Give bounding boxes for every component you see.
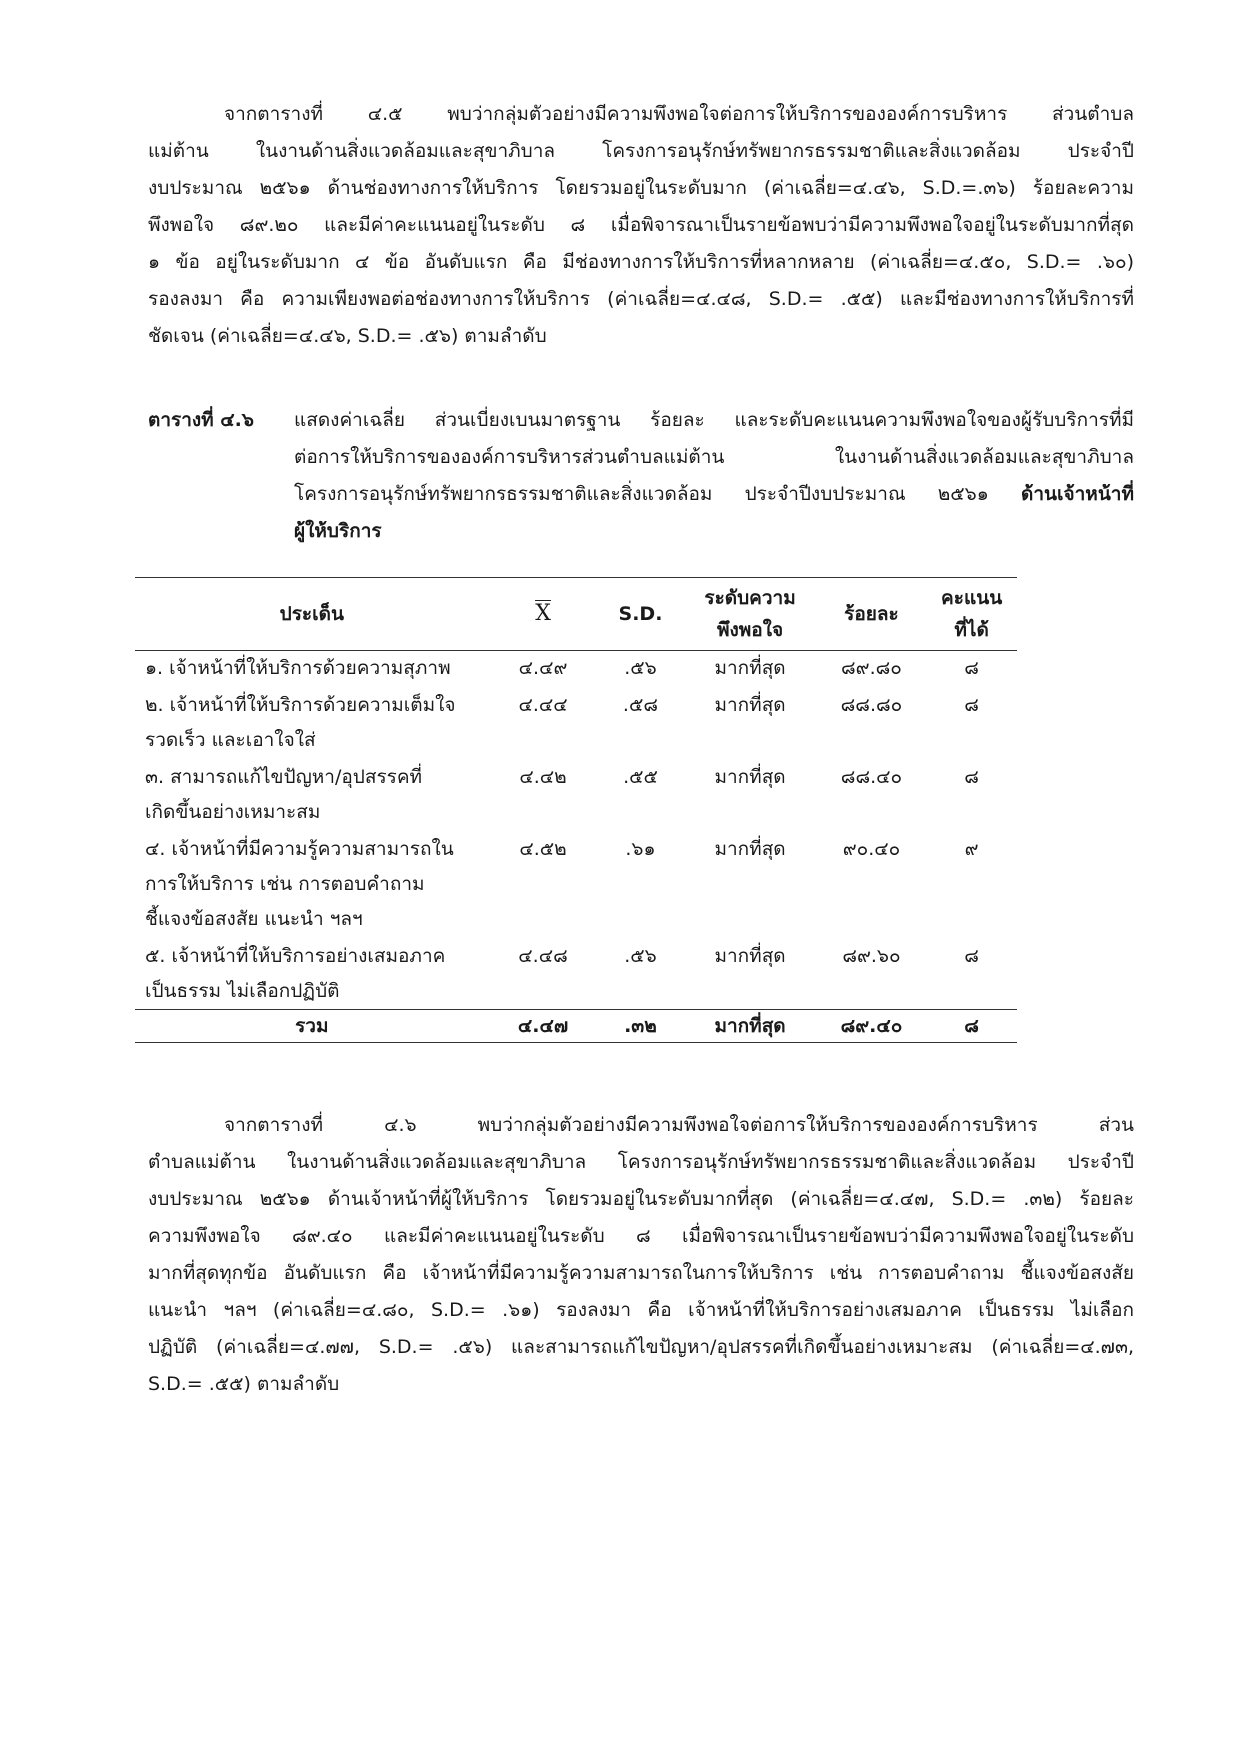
table-caption (148, 402, 1134, 550)
header-percent: ร้อยละ (844, 603, 899, 625)
total-sd: .๓๒ (624, 1015, 657, 1037)
table-row (135, 758, 1017, 830)
total-mean: ๔.๔๗ (517, 1015, 569, 1037)
header-mean (489, 578, 598, 651)
table-row (135, 651, 1017, 687)
header-score (926, 578, 1017, 651)
caption-bold-line: ผู้ให้บริการ (294, 520, 382, 542)
paragraph-line: พึงพอใจ ๘๙.๒๐ และมีค่าคะแนนอยู่ในระดับ ๘ เมื่อพิจารณาเป็นรายข้อพบว่ามีความพึงพอใจอยู่ในระดับมากที่สุด (148, 214, 1134, 236)
row-issue (135, 937, 489, 1010)
caption-line: ต่อการให้บริการขององค์การบริหารส่วนตำบลแม่ต้าน ในงานด้านสิ่งแวดล้อมและสุขาภิบาล (294, 446, 1134, 468)
header-score-line1: คะแนน (941, 587, 1003, 609)
paragraph-line: ความพึงพอใจ ๘๙.๔๐ และมีค่าคะแนนอยู่ในระดับ ๘ เมื่อพิจารณาเป็นรายข้อพบว่ามีความพึงพอใจอยู่ในระดับ (148, 1225, 1134, 1247)
header-sd: S.D. (618, 603, 663, 625)
total-score: ๘ (964, 1015, 979, 1037)
paragraph-line: มากที่สุดทุกข้อ อันดับแรก คือ เจ้าหน้าที่มีความรู้ความสามารถในการให้บริการ เช่น การตอบคำถาม ชี้แจงข้อสงสัย (148, 1262, 1134, 1284)
row-percent: ๙๐.๔๐ (842, 838, 901, 860)
row-issue (135, 830, 489, 937)
row-issue (135, 651, 489, 687)
row-sd: .๕๘ (622, 694, 658, 716)
row-score: ๘ (964, 766, 979, 788)
paragraph-line: รองลงมา คือ ความเพียงพอต่อช่องทางการให้บริการ (ค่าเฉลี่ย=๔.๔๘, S.D.= .๕๕) และมีช่องทางการให้บริการที่ (148, 288, 1134, 310)
table-row (135, 830, 1017, 937)
total-percent: ๘๙.๔๐ (840, 1015, 903, 1037)
row-score: ๘ (964, 694, 979, 716)
paragraph-line: จากตารางที่ ๔.๖ พบว่ากลุ่มตัวอย่างมีความพึงพอใจต่อการให้บริการขององค์การบริหาร ส่วน (224, 1114, 1134, 1136)
paragraph-summary (148, 1107, 1134, 1403)
paragraph-line: ตำบลแม่ต้าน ในงานด้านสิ่งแวดล้อมและสุขาภิบาล โครงการอนุรักษ์ทรัพยากรธรรมชาติและสิ่งแวดล้อม ประจำปี (148, 1151, 1134, 1173)
row-percent: ๘๘.๔๐ (840, 766, 903, 788)
row-level: มากที่สุด (714, 657, 786, 679)
header-issue: ประเด็น (279, 603, 344, 625)
paragraph-line: งบประมาณ ๒๕๖๑ ด้านช่องทางการให้บริการ โดยรวมอยู่ในระดับมาก (ค่าเฉลี่ย=๔.๔๖, S.D.=.๓๖) ร้อยละความ (148, 177, 1134, 199)
row-mean: ๔.๔๘ (518, 945, 568, 967)
row-issue-line: ๔. เจ้าหน้าที่มีความรู้ความสามารถใน (145, 838, 454, 860)
row-issue-line: ชี้แจงข้อสงสัย แนะนำ ฯลฯ (145, 908, 363, 930)
row-score: ๙ (964, 838, 979, 860)
row-sd: .๕๕ (623, 766, 658, 788)
paragraph-intro (148, 96, 1134, 355)
paragraph-line: งบประมาณ ๒๕๖๑ ด้านเจ้าหน้าที่ผู้ให้บริการ โดยรวมอยู่ในระดับมากที่สุด (ค่าเฉลี่ย=๔.๔๗, S.D.= .๓๒) ร้อยละ (148, 1188, 1134, 1210)
paragraph-line: ๑ ข้อ อยู่ในระดับมาก ๔ ข้อ อันดับแรก คือ มีช่องทางการให้บริการที่หลากหลาย (ค่าเฉลี่ย=๔.๕๐, S.D.= .๖๐) (148, 251, 1134, 273)
paragraph-line: ชัดเจน (ค่าเฉลี่ย=๔.๔๖, S.D.= .๕๖) ตามลำดับ (148, 325, 547, 347)
row-issue-line: เป็นธรรม ไม่เลือกปฏิบัติ (145, 980, 340, 1002)
row-issue-line: การให้บริการ เช่น การตอบคำถาม (145, 873, 425, 895)
table-row (135, 686, 1017, 758)
row-issue (135, 758, 489, 830)
header-level (683, 578, 816, 651)
header-level-line2: พึงพอใจ (716, 619, 784, 641)
row-percent: ๘๙.๘๐ (841, 657, 902, 679)
row-level: มากที่สุด (714, 766, 786, 788)
header-level-line1: ระดับความ (704, 587, 796, 609)
satisfaction-table (135, 577, 1017, 1043)
row-percent: ๘๙.๖๐ (842, 945, 901, 967)
table-total-row (135, 1010, 1017, 1043)
row-sd: .๕๖ (624, 657, 657, 679)
header-score-line2: ที่ได้ (954, 619, 989, 641)
paragraph-line: แนะนำ ฯลฯ (ค่าเฉลี่ย=๔.๘๐, S.D.= .๖๑) รองลงมา คือ เจ้าหน้าที่ให้บริการอย่างเสมอภาค เป็นธรรม ไม่เลือก (148, 1299, 1134, 1321)
row-issue-line: ๓. สามารถแก้ไขปัญหา/อุปสรรคที่ (145, 766, 423, 788)
table-caption-text (294, 402, 1134, 550)
total-label: รวม (295, 1015, 329, 1037)
row-level: มากที่สุด (714, 838, 786, 860)
row-issue-line: เกิดขึ้นอย่างเหมาะสม (145, 801, 321, 823)
table-row (135, 937, 1017, 1010)
caption-line (294, 513, 1134, 550)
total-level: มากที่สุด (714, 1015, 786, 1037)
row-issue-line: ๒. เจ้าหน้าที่ให้บริการด้วยความเต็มใจ (145, 694, 456, 716)
row-sd: .๕๖ (624, 945, 657, 967)
caption-bold-tail: ด้านเจ้าหน้าที่ (1021, 483, 1134, 505)
paragraph-line: จากตารางที่ ๔.๕ พบว่ากลุ่มตัวอย่างมีความพึงพอใจต่อการให้บริการขององค์การบริหาร ส่วนตำบล (224, 103, 1134, 125)
row-mean: ๔.๕๒ (519, 838, 567, 860)
row-sd: .๖๑ (625, 838, 656, 860)
table-body (135, 651, 1017, 1010)
table-caption-label: ตารางที่ ๔.๖ (148, 409, 254, 431)
row-mean: ๔.๔๔ (518, 694, 568, 716)
row-issue-line: ๑. เจ้าหน้าที่ให้บริการด้วยความสุภาพ (145, 657, 451, 679)
row-issue-line: รวดเร็ว และเอาใจใส่ (145, 729, 316, 751)
caption-line-text: โครงการอนุรักษ์ทรัพยากรธรรมชาติและสิ่งแวดล้อม ประจำปีงบประมาณ ๒๕๖๑ (294, 483, 989, 505)
row-level: มากที่สุด (714, 945, 786, 967)
table-header-row (135, 578, 1017, 651)
row-mean: ๔.๔๙ (518, 657, 568, 679)
row-mean: ๔.๔๒ (519, 766, 567, 788)
paragraph-line: ปฏิบัติ (ค่าเฉลี่ย=๔.๗๗, S.D.= .๕๖) และสามารถแก้ไขปัญหา/อุปสรรคที่เกิดขึ้นอย่างเหมาะสม (ค่าเฉลี่ย=๔.๗๓, (148, 1336, 1134, 1358)
paragraph-line: S.D.= .๕๕) ตามลำดับ (148, 1373, 340, 1395)
row-level: มากที่สุด (714, 694, 786, 716)
row-percent: ๘๘.๘๐ (840, 694, 903, 716)
row-issue-line: ๕. เจ้าหน้าที่ให้บริการอย่างเสมอภาค (145, 945, 446, 967)
caption-line (294, 476, 1134, 513)
caption-line: แสดงค่าเฉลี่ย ส่วนเบี่ยงเบนมาตรฐาน ร้อยละ และระดับคะแนนความพึงพอใจของผู้รับบริการที่มี (294, 409, 1134, 431)
x-bar-symbol: X (535, 601, 551, 626)
row-issue (135, 686, 489, 758)
row-score: ๘ (964, 945, 979, 967)
row-score: ๘ (964, 657, 979, 679)
paragraph-line: แม่ต้าน ในงานด้านสิ่งแวดล้อมและสุขาภิบาล โครงการอนุรักษ์ทรัพยากรธรรมชาติและสิ่งแวดล้อม ประจำปี (148, 140, 1134, 162)
